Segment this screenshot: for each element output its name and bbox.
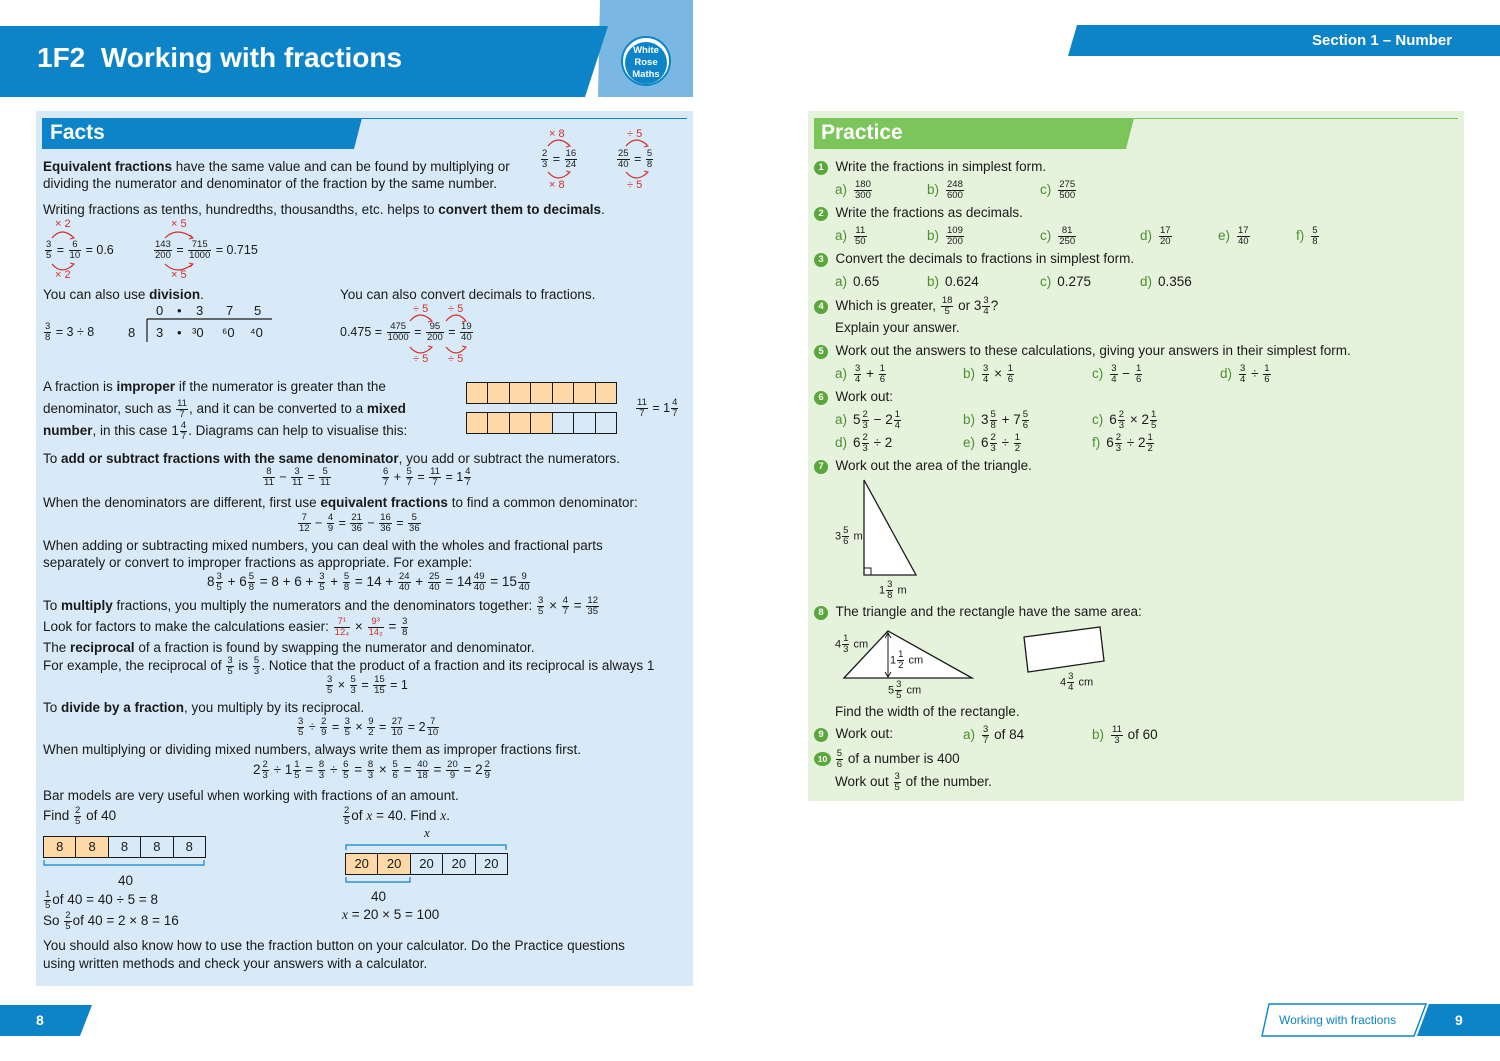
bar-model-1-brace bbox=[43, 860, 205, 870]
bar-segment bbox=[552, 412, 574, 434]
mixed-multiply-text: When multiplying or dividing mixed numbers, always write them as improper fractions first. bbox=[43, 742, 581, 757]
question-9b: b) $\frac{11}{3}$ of 60 bbox=[1092, 724, 1158, 746]
question-8-find: Find the width of the rectangle. bbox=[835, 704, 1020, 719]
bar-segment bbox=[509, 412, 531, 434]
question-4-explain: Explain your answer. bbox=[835, 320, 960, 335]
find-fraction-text: Find $\frac{2}{5}$ of 40 bbox=[43, 805, 117, 827]
bar-model-cell: 20 bbox=[377, 853, 410, 875]
divide-fraction-text: To divide by a fraction, you multiply by its reciprocal. bbox=[43, 700, 365, 715]
question-6e: e) 6 $\frac{2}{3}$ ÷ $\frac{1}{2}$ bbox=[963, 432, 1021, 454]
question-3b: b) 0.624 bbox=[927, 274, 979, 289]
divide-fraction-example: $\frac{3}{5}$ ÷ $\frac{2}{9}$ = $\frac{3}{5}$ × $\frac{9}{2}$ = $\frac{27}{10}$ = 2 $\frac{7}{10}$ bbox=[298, 716, 439, 738]
bar-model-1-total: 40 bbox=[118, 873, 134, 888]
mixed-numbers-example: 8 $\frac{3}{5}$ + 6 $\frac{5}{8}$ = 8 + 6 + $\frac{3}{5}$ + $\frac{5}{8}$ = 14 + $\frac{24}{40}$ + $\frac{25}{40}$ = 14 $\frac{49}{40}$ = 15 $\frac{9}{40}$ bbox=[207, 571, 530, 593]
left-page-number: 8 bbox=[36, 1012, 44, 1028]
question-5c: c) $\frac{3}{4}$ − $\frac{1}{6}$ bbox=[1092, 363, 1142, 385]
question-1b: b) $\frac{248}{600}$ bbox=[927, 179, 963, 201]
bar-segment bbox=[595, 382, 617, 404]
triangle-base-label: 1 $\frac{3}{8}$ m bbox=[879, 579, 907, 601]
question-2a: a) $\frac{11}{50}$ bbox=[835, 225, 866, 247]
triangle-base-label-2: 5 $\frac{3}{5}$ cm bbox=[888, 679, 922, 701]
equivalent-fractions-text-2: dividing the numerator and denominator of the fraction by the same number. bbox=[43, 176, 498, 191]
improper-bar-diagram-2 bbox=[466, 412, 616, 434]
decimal-example-2: × 5 × 5 $\frac{143}{200}$ = $\frac{715}{1000}$ = 0.715 bbox=[153, 218, 273, 282]
bar-model-2-result: x = 20 × 5 = 100 bbox=[342, 907, 440, 922]
division-text: You can also use division. bbox=[43, 287, 204, 302]
chapter-title: 1F2 Working with fractions bbox=[37, 42, 403, 73]
improper-result: $\frac{11}{7}$ = 1 $\frac{4}{7}$ bbox=[637, 397, 678, 419]
add-example-1: $\frac{8}{11}$ − $\frac{3}{11}$ = $\frac{5}{11}$ bbox=[264, 466, 331, 488]
bar-model-2-x-label: x bbox=[424, 825, 430, 840]
bar-models-text: Bar models are very useful when working with fractions of an amount. bbox=[43, 788, 459, 803]
white-rose-maths-logo: White Rose Maths bbox=[621, 36, 671, 86]
bar-model-2-part-label: 40 bbox=[371, 889, 387, 904]
equivalent-example-2: ÷ 5 ÷ 5 $\frac{25}{40}$ = $\frac{5}{8}$ bbox=[614, 128, 674, 190]
triangle-height-label: 3 $\frac{5}{6}$ m bbox=[835, 525, 863, 547]
mixed-multiply-example: 2 $\frac{2}{3}$ ÷ 1 $\frac{1}{5}$ = $\frac{8}{3}$ ÷ $\frac{6}{5}$ = $\frac{8}{3}$ × $\frac{5}{6}$ = $\frac{40}{18}$ = $\frac{20}{9}$ = 2 $\frac{2}{9}$ bbox=[253, 759, 490, 781]
question-4: 4 Which is greater, $\frac{18}{5}$ or 3 $\frac{3}{4}$ ? bbox=[814, 296, 998, 317]
practice-title: Practice bbox=[821, 121, 903, 144]
question-7: 7 Work out the area of the triangle. bbox=[814, 457, 1032, 474]
bar-segment bbox=[530, 412, 552, 434]
different-denominator-example: $\frac{7}{12}$ − $\frac{4}{9}$ = $\frac{21}{36}$ − $\frac{16}{36}$ = $\frac{5}{36}$ bbox=[299, 512, 420, 534]
reciprocal-product-example: $\frac{3}{5}$ × $\frac{5}{3}$ = $\frac{15}{15}$ = 1 bbox=[327, 674, 408, 696]
mixed-numbers-text-1: When adding or subtracting mixed numbers, you can deal with the wholes and fractional parts bbox=[43, 538, 603, 553]
question-1: 1 Write the fractions in simplest form. bbox=[814, 158, 1046, 175]
bar-model-2 bbox=[345, 853, 507, 875]
equivalent-fractions-text: Equivalent fractions have the same value and can be found by multiplying or bbox=[43, 159, 510, 174]
improper-bar-diagram-1 bbox=[466, 382, 616, 404]
question-5b: b) $\frac{3}{4}$ × $\frac{1}{6}$ bbox=[963, 363, 1013, 385]
left-page-tab bbox=[0, 1000, 100, 1040]
question-5a: a) $\frac{3}{4}$ + $\frac{1}{6}$ bbox=[835, 363, 885, 385]
question-2f: f) $\frac{5}{8}$ bbox=[1296, 225, 1318, 247]
bar-segment bbox=[595, 412, 617, 434]
division-lhs: $\frac{3}{8}$ = 3 ÷ 8 bbox=[45, 321, 95, 343]
different-denominator-text: When the denominators are different, first use equivalent fractions to find a common denominator: bbox=[43, 495, 638, 510]
improper-text-2: denominator, such as $\frac{11}{7}$ , and it can be converted to a mixed bbox=[43, 398, 406, 420]
question-3: 3 Convert the decimals to fractions in simplest form. bbox=[814, 250, 1134, 267]
question-6f: f) 6 $\frac{2}{3}$ ÷ 2 $\frac{1}{2}$ bbox=[1092, 432, 1153, 454]
question-2b: b) $\frac{109}{200}$ bbox=[927, 225, 963, 247]
right-triangle-diagram bbox=[860, 478, 920, 578]
rectangle-diagram bbox=[1020, 625, 1106, 675]
question-10-part-2: Work out $\frac{3}{5}$ of the number. bbox=[835, 771, 992, 793]
equivalent-example-1: × 8 × 8 $\frac{2}{3}$ = $\frac{16}{24}$ bbox=[538, 128, 598, 190]
bar-model-1 bbox=[43, 836, 205, 858]
question-5: 5 Work out the answers to these calculations, giving your answers in their simplest form. bbox=[814, 342, 1351, 359]
question-5d: d) $\frac{3}{4}$ ÷ $\frac{1}{6}$ bbox=[1220, 363, 1270, 385]
question-6: 6 Work out: bbox=[814, 388, 893, 405]
decimal-example-1: × 2 × 2 $\frac{3}{5}$ = $\frac{6}{10}$ = 0.6 bbox=[44, 218, 134, 282]
question-6d: d) 6 $\frac{2}{3}$ ÷ 2 bbox=[835, 432, 893, 454]
bar-segment bbox=[552, 382, 574, 404]
question-9: 9 Work out: bbox=[814, 725, 893, 742]
question-6b: b) 3 $\frac{5}{8}$ + 7 $\frac{5}{6}$ bbox=[963, 409, 1029, 431]
bar-segment bbox=[573, 382, 595, 404]
question-3a: a) 0.65 bbox=[835, 274, 880, 289]
calculator-text-1: You should also know how to use the fraction button on your calculator. Do the Practice questions bbox=[43, 938, 625, 953]
bar-model-1-step-1: $\frac{1}{5}$ of 40 = 40 ÷ 5 = 8 bbox=[45, 889, 159, 911]
right-footer-label: Working with fractions bbox=[1279, 1013, 1397, 1027]
right-page-number: 9 bbox=[1455, 1012, 1463, 1028]
bar-model-2-top-brace bbox=[345, 842, 507, 852]
bar-model-cell: 8 bbox=[43, 836, 76, 858]
find-x-text: $\frac{2}{5}$ of x = 40. Find x. bbox=[344, 805, 450, 827]
reciprocal-text: The reciprocal of a fraction is found by swapping the numerator and denominator. bbox=[43, 640, 535, 655]
section-label: Section 1 – Number bbox=[1312, 32, 1453, 49]
bar-model-1-step-2: So $\frac{2}{5}$ of 40 = 2 × 8 = 16 bbox=[43, 910, 179, 932]
triangle-height-label-2: 1 $\frac{1}{2}$ cm bbox=[890, 649, 924, 671]
improper-text-1: A fraction is improper if the numerator is greater than the bbox=[43, 379, 386, 394]
facts-title: Facts bbox=[50, 121, 105, 144]
calculator-text-2: using written methods and check your answers with a calculator. bbox=[43, 956, 428, 971]
chapter-code: 1F2 bbox=[37, 42, 86, 73]
bar-model-cell: 20 bbox=[442, 853, 475, 875]
bar-segment bbox=[466, 382, 488, 404]
long-division: 8 0 • 3 7 5 3 • ³0 ⁶0 ⁴0 bbox=[128, 303, 278, 343]
question-6a: a) 5 $\frac{2}{3}$ − 2 $\frac{1}{4}$ bbox=[835, 409, 901, 431]
mixed-numbers-text-2: separately or convert to improper fractions as appropriate. For example: bbox=[43, 555, 473, 570]
question-2: 2 Write the fractions as decimals. bbox=[814, 204, 1023, 221]
question-1c: c) $\frac{275}{500}$ bbox=[1040, 179, 1076, 201]
bar-model-cell: 8 bbox=[173, 836, 206, 858]
bar-segment bbox=[530, 382, 552, 404]
bar-model-cell: 8 bbox=[140, 836, 173, 858]
improper-text-3: number, in this case 1 $\frac{4}{7}$ . Diagrams can help to visualise this: bbox=[43, 420, 408, 442]
reciprocal-example-text: For example, the reciprocal of $\frac{3}{5}$ is $\frac{5}{3}$ . Notice that the product of a fraction and its reciprocal is always 1 bbox=[43, 655, 655, 677]
question-3d: d) 0.356 bbox=[1140, 274, 1192, 289]
bar-model-cell: 20 bbox=[475, 853, 508, 875]
question-6c: c) 6 $\frac{2}{3}$ × 2 $\frac{1}{5}$ bbox=[1092, 409, 1157, 431]
bar-model-2-bottom-brace bbox=[345, 877, 415, 887]
convert-decimal-example: ÷ 5 ÷ 5 ÷ 5 ÷ 5 0.475 = $\frac{475}{1000}$ = $\frac{95}{200}$ = $\frac{19}{40}$ bbox=[340, 303, 490, 367]
multiply-text: To multiply fractions, you multiply the numerators and the denominators together: $\frac{3}{5}$ × $\frac{4}{7}$ = $\frac{12}{35}$ bbox=[43, 595, 598, 617]
bar-segment bbox=[466, 412, 488, 434]
bar-segment bbox=[487, 412, 509, 434]
bar-segment bbox=[573, 412, 595, 434]
question-2c: c) $\frac{81}{250}$ bbox=[1040, 225, 1076, 247]
decimals-text: Writing fractions as tenths, hundredths, thousandths, etc. helps to convert them to decimals. bbox=[43, 202, 605, 217]
bar-model-cell: 20 bbox=[410, 853, 443, 875]
question-2d: d) $\frac{17}{20}$ bbox=[1140, 225, 1171, 247]
bar-segment bbox=[509, 382, 531, 404]
convert-decimal-text: You can also convert decimals to fractions. bbox=[340, 287, 596, 302]
triangle-side-label: 4 $\frac{1}{3}$ cm bbox=[835, 633, 869, 655]
question-8: 8 The triangle and the rectangle have the same area: bbox=[814, 603, 1142, 620]
bar-model-cell: 8 bbox=[108, 836, 141, 858]
question-2e: e) $\frac{17}{40}$ bbox=[1218, 225, 1249, 247]
add-example-2: $\frac{6}{7}$ + $\frac{5}{7}$ = $\frac{11}{7}$ = 1 $\frac{4}{7}$ bbox=[383, 466, 471, 488]
question-3c: c) 0.275 bbox=[1040, 274, 1092, 289]
add-same-denominator-text: To add or subtract fractions with the same denominator, you add or subtract the numerators. bbox=[43, 451, 620, 466]
question-10: 10 $\frac{5}{6}$ of a number is 400 bbox=[814, 749, 960, 770]
rectangle-length-label: 4 $\frac{3}{4}$ cm bbox=[1060, 671, 1094, 693]
factors-text: Look for factors to make the calculations easier: $\frac{\text{7¹}}{\text{12₄}}$ × $\frac{\text{9³}}{\text{14₂}}$ = $\frac{3}{8}$ bbox=[43, 616, 408, 638]
bar-model-cell: 8 bbox=[75, 836, 108, 858]
practice-title-bar bbox=[808, 111, 1464, 151]
bar-model-cell: 20 bbox=[345, 853, 378, 875]
question-9a: a) $\frac{3}{7}$ of 84 bbox=[963, 724, 1025, 746]
question-1a: a) $\frac{180}{300}$ bbox=[835, 179, 871, 201]
bar-segment bbox=[487, 382, 509, 404]
